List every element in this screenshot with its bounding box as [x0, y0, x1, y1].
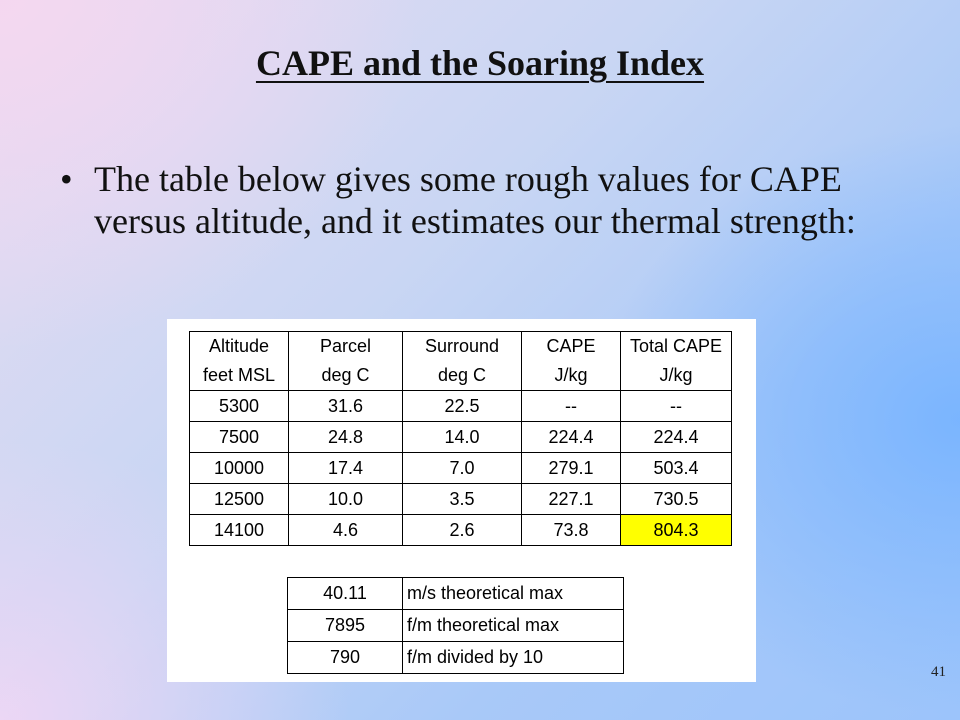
table-cell: 790 — [288, 642, 403, 674]
table-cell: 10000 — [190, 453, 289, 484]
table-cell: 40.11 — [288, 578, 403, 610]
header-cell: Total CAPE — [621, 332, 732, 362]
header-cell: deg C — [289, 361, 403, 391]
bullet-dot-icon: • — [60, 159, 73, 199]
bullet-text: The table below gives some rough values for CAPE versus altitude, and it estimates our thermal strength: — [94, 159, 856, 242]
table-row — [190, 515, 732, 546]
header-cell: CAPE — [522, 332, 621, 362]
header-cell: Surround — [403, 332, 522, 362]
table-cell: f/m divided by 10 — [403, 642, 624, 674]
table-cell: 7.0 — [403, 453, 522, 484]
highlighted-total-cape-cell: 804.3 — [621, 515, 732, 546]
header-cell: Parcel — [289, 332, 403, 362]
table-cell: 227.1 — [522, 484, 621, 515]
table-cell: 14100 — [190, 515, 289, 546]
table-row — [288, 642, 624, 674]
slide-title: CAPE and the Soaring Index — [255, 43, 705, 83]
table-cell: 224.4 — [522, 422, 621, 453]
header-cell: J/kg — [522, 361, 621, 391]
table-cell: 24.8 — [289, 422, 403, 453]
table-image-panel — [167, 319, 756, 682]
table-cell: f/m theoretical max — [403, 610, 624, 642]
table-cell: 5300 — [190, 391, 289, 422]
table-row — [190, 484, 732, 515]
table-cell: 3.5 — [403, 484, 522, 515]
table-row — [288, 578, 624, 610]
table-cell: 12500 — [190, 484, 289, 515]
header-cell: deg C — [403, 361, 522, 391]
table-cell: 4.6 — [289, 515, 403, 546]
table-cell: 7895 — [288, 610, 403, 642]
table-cell: 2.6 — [403, 515, 522, 546]
table-cell: m/s theoretical max — [403, 578, 624, 610]
page-number: 41 — [931, 664, 946, 680]
table-header-row — [190, 332, 732, 362]
table-cell: 14.0 — [403, 422, 522, 453]
table-row — [288, 610, 624, 642]
table-cell: 31.6 — [289, 391, 403, 422]
table-cell: 73.8 — [522, 515, 621, 546]
bullet-point — [60, 158, 880, 243]
table-cell: -- — [621, 391, 732, 422]
table-cell: 730.5 — [621, 484, 732, 515]
table-cell: 503.4 — [621, 453, 732, 484]
table-cell: -- — [522, 391, 621, 422]
cape-table — [189, 331, 732, 546]
table-row — [190, 453, 732, 484]
header-cell: Altitude — [190, 332, 289, 362]
table-cell: 10.0 — [289, 484, 403, 515]
table-row — [190, 391, 732, 422]
header-cell: J/kg — [621, 361, 732, 391]
table-cell: 7500 — [190, 422, 289, 453]
table-cell: 224.4 — [621, 422, 732, 453]
table-row — [190, 422, 732, 453]
table-cell: 279.1 — [522, 453, 621, 484]
table-header-row — [190, 361, 732, 391]
table-cell: 17.4 — [289, 453, 403, 484]
thermal-strength-table — [287, 577, 624, 674]
header-cell: feet MSL — [190, 361, 289, 391]
table-cell: 22.5 — [403, 391, 522, 422]
